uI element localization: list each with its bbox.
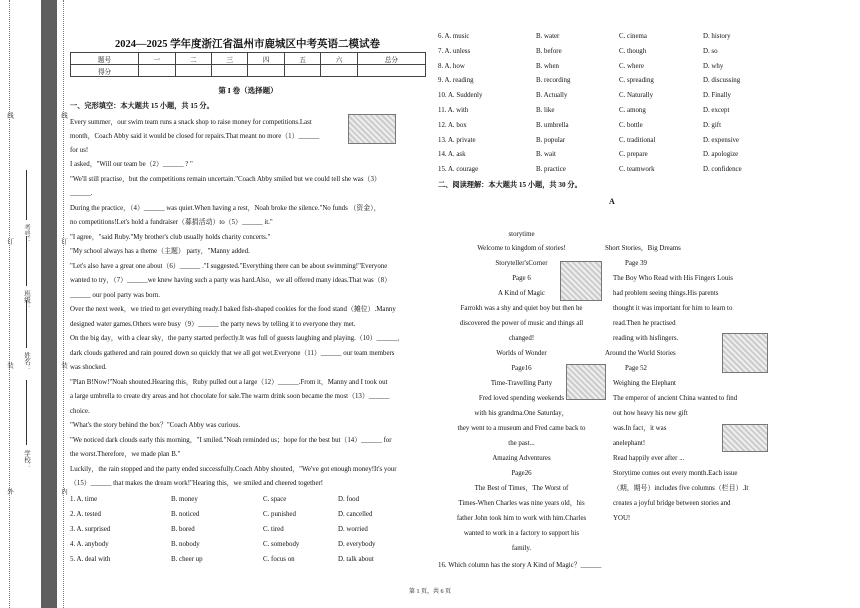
binding-bar (41, 0, 57, 608)
score-cell[interactable] (212, 65, 248, 77)
option-item: 1. A. time (70, 496, 98, 503)
mark-inner-3: 线 (60, 112, 67, 119)
magazine-line: Read happily ever after ... (613, 455, 685, 462)
passage-line: "What's the story behind the box？"Coach Abby was curious. (70, 422, 241, 429)
passage-line: dark clouds gathered and rain poured down so quickly that we all got wet.Everyone（11）______ our team members (70, 350, 395, 357)
magazine-line: Storytime comes out every month.Each issue (613, 470, 738, 477)
magazine-line: storytime (508, 231, 535, 238)
option-item: 13. A. private (438, 136, 476, 144)
option-item: B. noticed (171, 511, 200, 518)
option-item: 14. A. ask (438, 151, 466, 159)
option-item: C. spreading (619, 77, 654, 85)
magazine-line: anelephant! (613, 440, 646, 447)
magazine-line: creates a joyful bridge between stories and (613, 500, 731, 507)
magazine-line: the past... (508, 440, 535, 447)
option-item: C. focus on (263, 556, 295, 563)
passage-line: "I agree，"said Ruby."My brother's club usually holds charity concerts." (70, 234, 271, 241)
option-item: B. wait (536, 151, 556, 159)
magazine-line: out how heavy his new gift (613, 410, 688, 417)
option-item: C. though (619, 47, 647, 55)
passage-line: designed water games.Others were busy（9）______ the party news by telling it to everyone they met. (70, 321, 356, 328)
score-header-cell: 二 (175, 53, 211, 65)
option-item: C. traditional (619, 136, 656, 144)
option-item: C. Naturally (619, 92, 654, 100)
magazine-line: Page 52 (625, 365, 648, 372)
label-class: 班级： (23, 290, 30, 310)
option-item: D. expensive (703, 136, 739, 144)
mark-inner-2: 订 (60, 238, 67, 245)
option-item: C. tired (263, 526, 284, 533)
passage-line: was shocked. (70, 364, 107, 371)
score-label-cell: 得分 (71, 65, 139, 77)
option-item: D. everybody (338, 541, 376, 548)
passage-line: I asked，"Will our team be（2）______ ? " (70, 161, 193, 168)
mark-outer-0: 外 (6, 488, 13, 495)
magazine-line: Weighing the Elephant (613, 380, 676, 387)
score-header-cell: 三 (212, 53, 248, 65)
mark-inner-1: 装 (60, 362, 67, 369)
reading-boy-picture (722, 333, 768, 373)
score-header-cell: 题号 (71, 53, 139, 65)
option-item: C. prepare (619, 151, 648, 159)
option-item: C. space (263, 496, 287, 503)
magazine-line: changed! (508, 335, 535, 342)
option-item: B. water (536, 33, 560, 40)
passage-line: During the practice，（4）______ was quiet.When having a rest，Noah broke the silence."No funds （资金）， (70, 205, 381, 212)
passage-line: a large umbrella to create dry areas and hot chocolate for sale.The warm drink soon became the most（13）______ (70, 393, 390, 400)
option-item: B. bored (171, 526, 195, 533)
passage-line: ______. (70, 190, 93, 197)
score-cell[interactable] (139, 65, 175, 77)
magazine-line: Page 6 (512, 275, 531, 282)
label-name: 姓名： (23, 352, 30, 372)
magazine-line: （期，期号）includes five columns（栏目）.It (613, 485, 749, 492)
score-cell[interactable] (357, 65, 425, 77)
mark-outer-2: 订 (6, 238, 13, 245)
magazine-line: Page16 (511, 365, 532, 372)
option-item: 15. A. courage (438, 166, 479, 174)
magazine-line: YOU! (613, 515, 631, 522)
option-item: D. discussing (703, 77, 741, 85)
passage-line: no competitions!Let's hold a fundraiser（募捐活动）to（5）______ it." (70, 219, 273, 226)
score-cell[interactable] (175, 65, 211, 77)
score-cell[interactable] (284, 65, 320, 77)
option-item: B. Actually (536, 92, 568, 100)
magazine-line: A Kind of Magic (498, 290, 545, 297)
section1-heading: 一、完形填空：本大题共 15 小题，共 15 分。 (70, 102, 214, 110)
magazine-line: Page 39 (625, 260, 648, 267)
option-item: C. punished (263, 511, 296, 518)
option-item: D. except (703, 107, 730, 114)
magazine-line: read.Then he practised (613, 320, 676, 327)
binding-strip (0, 0, 70, 608)
magazine-line: Times-When Charles was nine years old，his (458, 500, 585, 507)
magazine-line: Welcome to kingdom of stories! (477, 245, 566, 252)
option-item: D. worried (338, 526, 368, 533)
option-item: D. confidence (703, 166, 742, 174)
magazine-line: they went to a museum and Fred came back to (457, 425, 586, 432)
option-item: D. Finally (703, 92, 731, 100)
score-table (70, 52, 426, 77)
option-item: 8. A. how (438, 62, 465, 70)
magazine-line: Storyteller'sCorner (495, 260, 548, 267)
option-item: 5. A. deal with (70, 556, 111, 563)
option-item: 11. A. with (438, 107, 469, 114)
magazine-line: The Best of Times，The Worst of (474, 485, 569, 492)
option-item: C. teamwork (619, 166, 655, 174)
option-item: 4. A. anybody (70, 541, 109, 548)
magazine-line: Around the World Stories (605, 350, 676, 357)
dotted-line-outer (9, 0, 18, 608)
magazine-line: was.In fact，it was (613, 425, 667, 432)
magazine-line: Page26 (511, 470, 532, 477)
magazine-line: Fred loved spending weekends (478, 395, 565, 402)
score-header-cell: 六 (321, 53, 357, 65)
passage-line: On the big day，with a clear sky，the party started perfectly.It was full of guests laughing and playing.（10）______， (70, 335, 405, 342)
option-item: D. cancelled (338, 511, 373, 518)
magazine-line: Amazing Adventures (492, 455, 551, 462)
passage-line: the worst.Therefore，we made plan B." (70, 451, 181, 458)
option-item: D. why (703, 62, 724, 70)
option-item: B. before (536, 47, 562, 55)
option-item: B. practice (536, 166, 566, 174)
passage-line: "My school always has a theme（主题） party，"Manny added. (70, 248, 250, 255)
score-cell[interactable] (321, 65, 357, 77)
option-item: D. history (703, 33, 731, 40)
label-school: 学校： (23, 450, 30, 470)
option-item: C. somebody (263, 541, 300, 548)
option-item: 2. A. tested (70, 511, 102, 518)
magazine-line: Time-Travelling Party (490, 380, 553, 387)
option-item: 6. A. music (438, 33, 470, 40)
passage-line: month，Coach Abby said it would be closed for repairs.That meant no more（1）______ (70, 133, 320, 140)
option-item: C. among (619, 107, 646, 114)
label-exam-number: 考号： (23, 224, 30, 244)
option-item: B. when (536, 62, 559, 70)
option-item: 3. A. surprised (70, 526, 111, 533)
magazine-line: thought it was important for him to learn to (613, 305, 733, 312)
passage-line: Every summer，our swim team runs a snack shop to raise money for competitions.Last (70, 119, 312, 126)
passage-line: Luckily，the rain stopped and the party ended successfully.Coach Abby shouted，"We've got enough money!It's your (70, 466, 397, 473)
exam-title: 2024—2025 学年度浙江省温州市鹿城区中考英语二模试卷 (114, 39, 381, 50)
passage-line: "Plan B!Now!"Noah shouted.Hearing this，Ruby pulled out a large（12）______.From it，Manny and I took out (70, 379, 388, 386)
magazine-line: discovered the power of music and things all (459, 320, 584, 327)
option-item: B. popular (536, 136, 566, 144)
elephant-picture (722, 424, 768, 452)
option-item: B. money (171, 496, 198, 503)
option-item: 10. A. Suddenly (438, 92, 483, 100)
option-item: C. bottle (619, 121, 643, 129)
option-item: 12. A. box (438, 121, 467, 129)
magazine-line: wanted to work in a factory to support his (463, 530, 580, 537)
score-cell[interactable] (248, 65, 284, 77)
option-item: B. nobody (171, 541, 200, 548)
page-footer: 第 1 页，共 6 页 (408, 589, 451, 595)
option-item: B. cheer up (171, 556, 203, 563)
school-blank[interactable] (26, 380, 27, 445)
passage-line: "We'll still practise，but the competitions remain uncertain."Coach Abby smiled but we could tell she was（3） (70, 176, 381, 183)
magazine-line: reading with hisfingers. (613, 335, 679, 342)
option-item: 9. A. reading (438, 77, 474, 85)
section2-heading: 二、阅读理解：本大题共 15 小题，共 30 分。 (438, 181, 582, 189)
passage-line: choice. (70, 408, 90, 415)
option-item: D. gift (703, 121, 721, 129)
passage-line: （15）______ that makes the dream work!"Hearing this，we smiled and cheered together! (70, 480, 324, 487)
passage-line: wanted to try，（7）______we knew having such a party was hard.Also，we all offered many ideas.That was（8） (70, 277, 391, 284)
swim-team-picture (348, 114, 396, 144)
exam-number-blank[interactable] (26, 170, 27, 220)
passage-line: "We noticed dark clouds early this morning，"I smiled."Noah reminded us；hope for the best but（14）______ for (70, 437, 392, 444)
option-item: D. so (703, 47, 718, 55)
option-item: B. umbrella (536, 121, 569, 129)
option-item: D. talk about (338, 556, 374, 563)
score-header-cell: 总分 (357, 53, 425, 65)
score-header-cell: 一 (139, 53, 175, 65)
magazine-line: family. (511, 545, 532, 552)
magazine-line: Short Stories，Big Dreams (605, 245, 681, 252)
magazine-line: with his grandma.One Saturday， (474, 410, 569, 417)
option-item: C. where (619, 62, 644, 70)
magazine-line: Worlds of Wonder (496, 350, 547, 357)
score-header-cell: 四 (248, 53, 284, 65)
magazine-line: The emperor of ancient China wanted to find (613, 395, 738, 402)
option-item: D. apologize (703, 151, 739, 159)
mark-inner-0: 内 (60, 488, 67, 495)
magazine-line: Farrokh was a shy and quiet boy but then he (460, 305, 583, 312)
option-item: B. recording (536, 77, 571, 85)
option-item: C. cinema (619, 33, 647, 40)
magazine-line: father John took him to work with him.Charles (456, 515, 587, 522)
magazine-line: had problem seeing things.His parents (613, 290, 719, 297)
option-item: 7. A. unless (438, 47, 471, 55)
option-item: D. food (338, 496, 360, 503)
magazine-line: The Boy Who Read with His Fingers Louis (613, 275, 733, 282)
question-16: 16. Which column has the story A Kind of Magic？______ (438, 562, 602, 569)
passage-line: for us! (70, 147, 89, 154)
mark-outer-3: 线 (6, 112, 13, 119)
mark-outer-1: 装 (6, 362, 13, 369)
volume-heading: 第 I 卷（选择题） (218, 86, 278, 95)
part-a-label: A (609, 197, 615, 206)
passage-line: "Let's also have a great one about（6）______ ."I suggested."Everything there can be about swimming!"Everyone (70, 263, 388, 270)
passage-line: Over the next week，we tried to get everything ready.I baked fish-shaped cookies for the food stand（摊位）.Manny (70, 306, 396, 313)
passage-line: ______ our pool party was born. (70, 292, 160, 299)
option-item: B. like (536, 107, 555, 114)
score-header-cell: 五 (284, 53, 320, 65)
